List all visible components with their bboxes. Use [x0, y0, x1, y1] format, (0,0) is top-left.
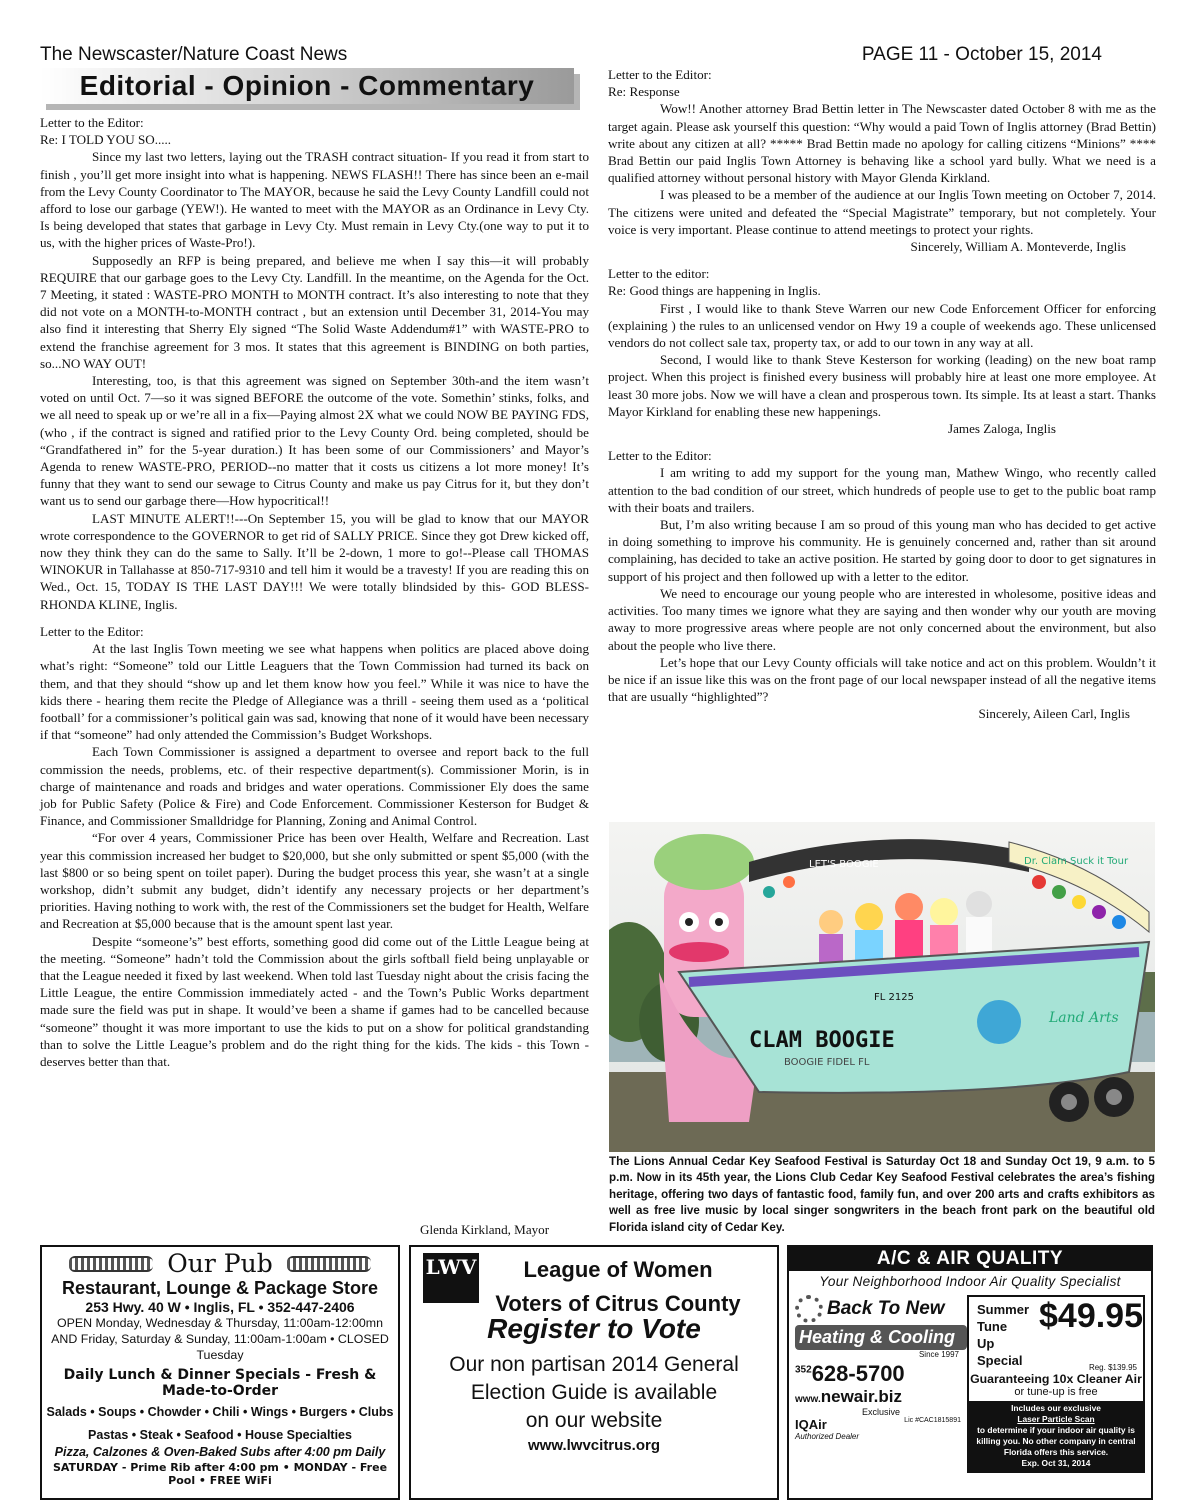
pub-address: 253 Hwy. 40 W • Inglis, FL • 352-447-2406 — [85, 1299, 355, 1315]
letter-paragraph: Despite “someone’s” best efforts, something good did come out of the Little League being at the meeting. “Someone” hadn’t told the Commission about the girls softball field being unplayable or that the League needed it fixed by last weekend. When told last Tuesday night about the crisis facing the Little League, the entire Commission immediately acted - and the Town’s Public Works department made sure the field was put in shape. It would’ve been a shame if games had to be cancelled because “someone” thought it was more important to use the kids to put on a show for political grandstanding than to solve the Little League’s problem and do the right thing for the kids. The kids - this Town - deserves better than that. — [40, 933, 589, 1069]
letter-paragraph: “For over 4 years, Commissioner Price has been over Health, Welfare and Recreation. Last year this commission increased her budget to $20,000, but she only submitted or spent $5,000 (with the last $800 or so being spent on toilet paper). During the budget process this year, she wasn’t at a single workshop, didn’t submit any budget, didn’t identify any necessary projects or her department’s priorities. Having nothing to work with, the rest of the Commissioners set the budget for Health, Welfare and Recreation at $5,000 because that is the amount spent last year. — [40, 830, 589, 932]
left-column — [40, 114, 589, 1070]
letter-paragraph: Supposedly an RFP is being prepared, and believe me when I say this—it will probably REQUIRE that our garbage goes to the Levy Cty. Landfill. In the meantime, on the Agenda for the Oct. 7 Meeting, it stated : WASTE-PRO MONTH to MONTH contract. It’s also interesting to note that they did not vote on a MONTH-to-MONTH contract , but an extension until December 31, 2014-You may also find it interesting that Sherry Ely signed “The Solid Waste Addendum#1” with WASTE-PRO to extend the franchise agreement for 3 mos. It states that this agreement is BINDING on both parties, so...NO WAY OUT! — [40, 252, 589, 371]
section-title: Editorial - Opinion - Commentary — [40, 68, 574, 104]
lwv-headline: Register to Vote — [487, 1313, 701, 1344]
lwv-name-line-1: League of Women — [523, 1257, 713, 1282]
scan-description: to determine if your indoor air quality is killing you. No other company in central Florida offers this service. — [976, 1425, 1136, 1457]
expiry: Exp. Oct 31, 2014 — [1021, 1458, 1091, 1468]
letter-paragraph: LAST MINUTE ALERT!!---On September 15, you will be glad to know that our MAYOR wrote correspondence to the GOVERNOR to get rid of SALLY PRICE. Since they got Drew kicked off, now they think they can do the same to Sally. It’ll be 2-down, 1 more to go!--Please call THOMAS WINOKUR in Tallahasse at 850-717-9310 and tell him it would be a travesty! If you are reading this on Wed., Oct. 15, TODAY IS THE LAST DAY!!! We were totally blindsided by this- GOD BLESS-RHONDA KLINE, Inglis. — [40, 510, 589, 612]
page-number-date: PAGE 11 - October 15, 2014 — [861, 44, 1102, 65]
boat-sub: BOOGIE FIDEL FL — [784, 1057, 870, 1068]
area-code: 352 — [795, 1364, 812, 1376]
exclusive-label: Exclusive — [861, 1407, 900, 1417]
festival-boat-photo — [609, 822, 1155, 1152]
lwv-name-line-2: Voters of Citrus County — [495, 1291, 741, 1316]
pub-hours-2: AND Friday, Saturday & Sunday, 11:00am-1:00am • CLOSED Tuesday — [51, 1332, 389, 1362]
letter-paragraph: First , I would like to thank Steve Warren our new Code Enforcement Officer for enforcing (explaining ) the rules to an unlicensed vendor on Hwy 19 a couple of weekends ago. These unlicensed vendors do not collect sale tax, property tax, or add to our town in any way at all. — [608, 300, 1156, 351]
letter-salutation: Letter to the Editor: — [40, 623, 144, 639]
iqair-logo: IQAir — [795, 1417, 827, 1432]
right-column — [608, 66, 1156, 723]
ac-header: A/C & AIR QUALITY — [789, 1247, 1151, 1271]
league-of-women-voters-ad[interactable] — [409, 1245, 779, 1500]
license-number: Lic #CAC1815891 — [904, 1417, 961, 1424]
letter-paragraph: But, I’m also writing because I am so proud of this young man who has decided to get active in doing something to improve his community. He is genuinely concerned and, rather than sit around complaining, has decided to take an active position. He started by going door to door to get signatures in support of his project and then followed up with a letter to the editor. — [608, 517, 1156, 584]
float-sign-text: Dr. Clam Suck it Tour — [1024, 856, 1129, 867]
pub-menu-2: Pastas • Steak • Seafood • House Specialties — [88, 1428, 352, 1442]
laser-scan-label: Laser Particle Scan — [1017, 1414, 1095, 1424]
brand-since: Since 1997 — [918, 1350, 959, 1359]
gear-logo-icon — [795, 1295, 823, 1323]
pub-title: Our Pub — [167, 1249, 273, 1278]
letter-paragraph: I am writing to add my support for the young man, Mathew Wingo, who recently called attention to the bad condition of our street, which hundreds of people use to get to the public boat ramp with their boats and trailers. — [608, 465, 1156, 515]
regular-price: Reg. $139.95 — [1088, 1363, 1137, 1372]
float-banner-text: LET'S BOOGIE — [809, 859, 879, 870]
letter-salutation: Letter to the Editor: — [608, 448, 712, 464]
laser-scan-box — [969, 1401, 1143, 1471]
letter-paragraph: Each Town Commissioner is assigned a department to oversee and report back to the full commission the needs, problems, etc. of their respective department(s). Commissioner Morin, is in charge of maintenance and roads and bridges and water operations. Commissioner Ely does the same job for Public Safety (Police & Fire) and Code Enforcement. Commissioner Kesterson for Budget & Finance, and Commissioner Smalldridge for Planning, Zoning and Animal Control. — [40, 744, 589, 829]
letter-paragraph: Second, I would like to thank Steve Kesterson for working (leading) on the new boat ramp project. When this project is finished every business will probably hire at least one more employee. At least 30 more jobs. Now we will have a clean and prosperous town. Its simple. Its at least a start. Thanks Mayor Kirkland for enabling these new happenings. — [608, 352, 1156, 419]
special-price: $49.95 — [1039, 1297, 1143, 1335]
lwv-body-2: Election Guide is available — [470, 1381, 718, 1404]
pub-specials: Daily Lunch & Dinner Specials - Fresh & Made-to-Order — [63, 1367, 377, 1399]
letter-paragraph: At the last Inglis Town meeting we see what happens when politics are placed above doing what’s right: “Someone” told our Little Leaguers that the Town Commission had turned its back on them, and that they should “show up and let them know how you feel.” While it was nice to have the kids there - hearing them recite the Pledge of Allegiance was a thrill - seeing them used as a ‘political football’ for a commissioner’s political gain was sad, knowing that none of it would have been necessary if that “someone” had only attended the Commission’s Budget Workshops. — [40, 641, 589, 743]
boat-registration: FL 2125 — [874, 992, 914, 1003]
letter-paragraph: We need to encourage our young people who are interested in wholesome, positive ideas and activities. Too many times we ignore what they are saying and then wonder why our youth are moving away to more progressive areas where people are not only concerned about the environment, but also about the people who live there. — [608, 585, 1156, 653]
boat-side-text: Land Arts — [1049, 1010, 1119, 1026]
letter-paragraph: Since my last two letters, laying out the TRASH contract situation- If you read it from start to finish , you’ll get more insight into what is happening. NEWS FLASH!! There has since been an e-mail from the Levy County Coordinator to The MAYOR, because he said the Levy County Landfill could not afford to lose our garbage (YEW!). He wanted to meet with the MAYOR as an Ordinance in Levy Cty. Is being developed that states that garbage in Levy Cty. Must remain in Levy Cty.(one way to put it to us, with the higher prices of Waste-Pro!). — [40, 149, 589, 251]
pub-pizza: Pizza, Calzones & Oven-Baked Subs after 4:00 pm Daily — [54, 1445, 386, 1459]
ac-web-prefix: www. — [795, 1394, 821, 1405]
letter-subject: Re: Good things are happening in Inglis. — [608, 283, 821, 299]
pub-menu-1: Salads • Soups • Chowder • Chili • Wings • Burgers • Clubs — [46, 1405, 394, 1419]
ac-air-quality-ad[interactable] — [787, 1245, 1153, 1500]
summer-special-box — [967, 1295, 1145, 1473]
publication-name: The Newscaster/Nature Coast News — [40, 44, 348, 65]
lwv-logo: LWV — [423, 1253, 479, 1303]
letter-subject: Re: I TOLD YOU SO..... — [40, 132, 172, 148]
boat-float-illustration — [609, 822, 1155, 1152]
authorized-dealer: Authorized Dealer — [795, 1432, 860, 1441]
letter-signature: James Zaloga, Inglis — [948, 421, 1056, 437]
lwv-website-link[interactable]: www.lwvcitrus.org — [528, 1437, 660, 1454]
ac-tagline: Your Neighborhood Indoor Air Quality Specialist — [819, 1274, 1121, 1289]
pub-hours-1: OPEN Monday, Wednesday & Thursday, 11:00am-12:00mn — [57, 1316, 383, 1330]
special-line-1: Summer Tune — [977, 1302, 1030, 1334]
letter-signature: Glenda Kirkland, Mayor — [420, 1222, 550, 1237]
boat-name: CLAM BOOGIE — [749, 1028, 895, 1053]
lwv-body-1: Our non partisan 2014 General — [449, 1353, 739, 1376]
special-line-2: Up Special — [977, 1336, 1023, 1368]
ac-phone: 628-5700 — [811, 1361, 905, 1386]
pub-subtitle: Restaurant, Lounge & Package Store — [61, 1278, 379, 1298]
lwv-body-3: on our website — [525, 1409, 663, 1432]
our-pub-ad[interactable] — [40, 1245, 400, 1500]
pub-weekly-specials: SATURDAY - Prime Rib after 4:00 pm • MONDAY - Free Pool • FREE WiFi — [52, 1461, 388, 1487]
letter-signature: Sincerely, William A. Monteverde, Inglis — [910, 239, 1126, 255]
letter-paragraph: Wow!! Another attorney Brad Bettin letter in The Newscaster dated October 8 with me as the target again. Please ask yourself this question: “Why would a paid Town of Inglis attorney (Brad Bettin) write about any citizen at all? ***** Brad Bettin made no apology for calling citizens “Minions” **** Brad Bettin our paid Inglis Town Attorney is behaving like a school yard bully. What we need is a qualified attorney without personal history with Mayor Glenda Kirkland. — [608, 101, 1156, 186]
brand-subtitle: Heating & Cooling — [795, 1325, 967, 1350]
guarantee: Guaranteeing 10x Cleaner Air — [970, 1372, 1142, 1386]
ornament-right — [287, 1256, 371, 1272]
letter-subject: Re: Response — [608, 84, 680, 100]
letter-salutation: Letter to the editor: — [608, 266, 710, 282]
letter-signature: Sincerely, Aileen Carl, Inglis — [978, 706, 1130, 722]
letter-paragraph: Let’s hope that our Levy County officials will take notice and act on this problem. Wouldn’t it be nice if an issue like this was on the front page of our local newspaper instead of all the negative items that are usually “highlighted”? — [608, 654, 1156, 705]
brand-name: Back To New — [827, 1298, 945, 1319]
photo-caption: The Lions Annual Cedar Key Seafood Festival is Saturday Oct 18 and Sunday Oct 19, 9 a.m. to 5 p.m. Now in its 45th year, the Lions Club Cedar Key Seafood Festival celebrates the area’s fishing heritage, offering two days of fantastic food, family fun, and over 200 arts and crafts exhibitors as well as free live music by local singer songwriters in the beach front park on the beautiful old Florida island city of Cedar Key. — [609, 1155, 1155, 1234]
ac-website[interactable]: newair.biz — [820, 1387, 902, 1406]
letter-paragraph: I was pleased to be a member of the audience at our Inglis Town meeting on October 7, 2014. The citizens were united and defeated the “Special Magistrate” temporary, but not completely. Your voice is very important. Please continue to attend meetings to protect your rights. — [608, 187, 1156, 237]
ornament-left — [69, 1256, 153, 1272]
includes-line: Includes our exclusive — [1011, 1403, 1101, 1413]
tune-up-free: or tune-up is free — [1014, 1386, 1098, 1398]
letter-salutation: Letter to the Editor: — [608, 67, 712, 82]
letter-paragraph: Interesting, too, is that this agreement was signed on September 30th-and the item wasn’t voted on until Oct. 7—so it was signed BEFORE the outcome of the vote. Somethin’ stinks, folks, and we all need to speak up or we’re all in a fix—Paying almost 2X what we could NOW BE PAYING FDS, (who , if the contract is signed and ratified prior to the Levy County Ord. being completed, should be “Grandfathered in” for the 5-year duration.) It has been some of our Commissioners’ and Mayor’s Agenda to renew WASTE-PRO, PERIOD--no matter that it costs us citizens a lot more money! It’s funny that they want to send our sewage to Citrus County and make us pay Citrus for it, but they don’t want us to send our garbage there—How hypocritical!! — [40, 373, 589, 509]
letter-salutation: Letter to the Editor: — [40, 115, 144, 130]
